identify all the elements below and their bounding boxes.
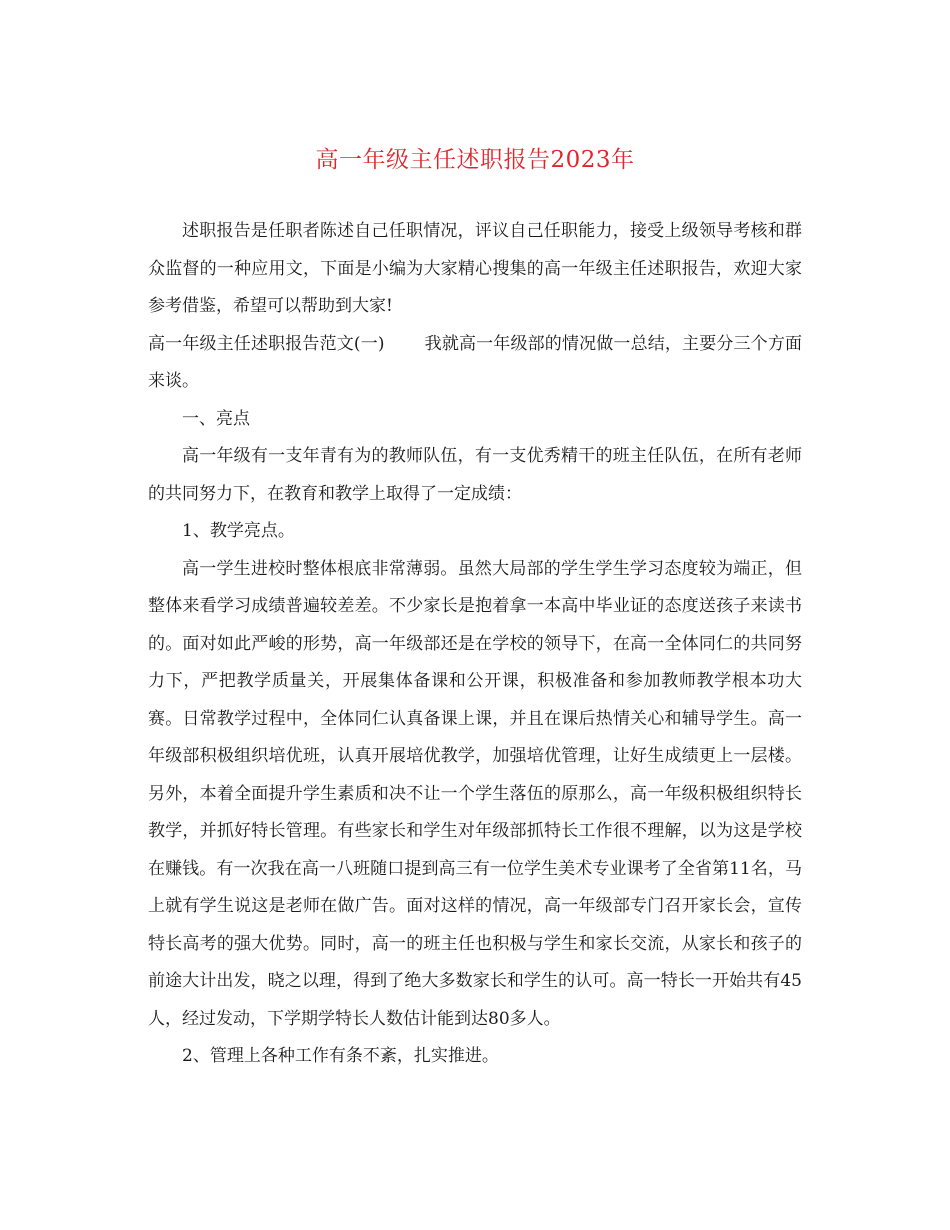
document-body [148,213,802,1076]
heading-highlights: 一、亮点 [182,408,250,429]
section-lead: 我就高一年级部的情况做一总结，主要分三个方面来谈。 [148,333,803,391]
document-title: 高一年级主任述职报告2023年 [315,147,635,173]
intro-paragraph: 述职报告是任职者陈述自己任职情况，评议自己任职能力，接受上级领导考核和群众监督的一种应用文，下面是小编为大家精心搜集的高一年级主任述职报告，欢迎大家参考借鉴，希望可以帮助到大家! [148,221,802,316]
section-heading-line [148,326,802,401]
section-heading: 高一年级主任述职报告范文(一) [148,333,385,354]
subheading-teaching: 1、教学亮点。 [182,521,295,541]
paragraph-team: 高一年级有一支年青有为的教师队伍，有一支优秀精干的班主任队伍，在所有老师的共同努力下，在教育和教学上取得了一定成绩： [148,446,802,504]
paragraph-teaching: 高一学生进校时整体根底非常薄弱。虽然大局部的学生学生学习态度较为端正，但整体来看学习成绩普遍较差差。不少家长是抱着拿一本高中毕业证的态度送孩子来读书的。面对如此严峻的形势，高一年级部还是在学校的领导下，在高一全体同仁的共同努力下，严把教学质量关，开展集体备课和公开课，积极准备和参加教师教学根本功大赛。日常教学过程中，全体同仁认真备课上课，并且在课后热情关心和辅导学生。高一年级部积极组织培优班，认真开展培优教学，加强培优管理，让好生成绩更上一层楼。另外，本着全面提升学生素质和决不让一个学生落伍的原那么，高一年级积极组织特长教学，并抓好特长管理。有些家长和学生对年级部抓特长工作很不理解，以为这是学校在赚钱。有一次我在高一八班随口提到高三有一位学生美术专业课考了全省第11名，马上就有学生说这是老师在做广告。面对这样的情况，高一年级部专门召开家长会，宣传特长高考的强大优势。同时，高一的班主任也积极与学生和家长交流，从家长和孩子的前途大计出发，晓之以理，得到了绝大多数家长和学生的认可。高一特长一开始共有45人，经过发动，下学期学特长人数估计能到达80多人。 [148,558,802,1029]
subheading-management: 2、管理上各种工作有条不紊，扎实推进。 [182,1046,499,1066]
